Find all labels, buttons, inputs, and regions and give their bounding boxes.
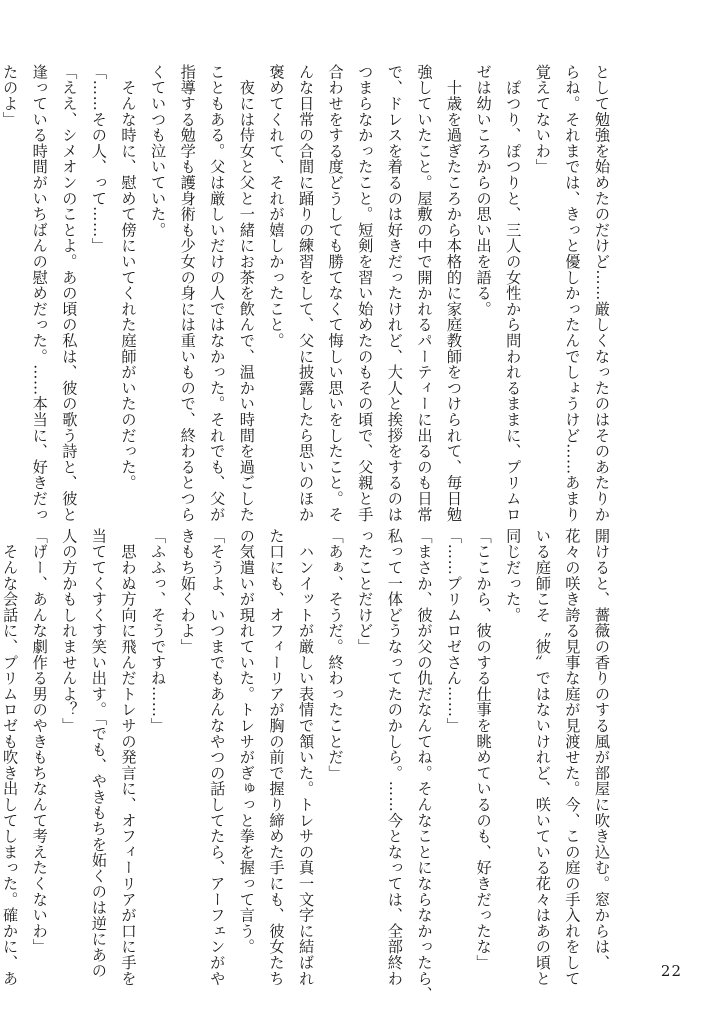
top-text-block: [0, 64, 616, 523]
text-line: 花々の咲き誇る見事な庭が見渡せた。今、この庭の手入れをして: [563, 528, 582, 987]
text-line: 私って一体どうなってたのかしら。……今となっては、全部終わ: [385, 528, 404, 987]
text-line: いる庭師こそ〝彼〟ではないけれど、咲いている花々はあの頃と: [533, 528, 552, 987]
text-line: 「……プリムロゼさん……」: [445, 528, 464, 734]
text-line: 「そうよ、いつまでもあんなやつの話してたら、アーフェンがや: [208, 528, 227, 987]
text-line: つまらなかったこと。短剣を習い始めたのもその頃で、父親と手: [356, 64, 375, 523]
text-line: こともある。父は厳しいだけの人ではなかった。それでも、父が: [208, 64, 227, 523]
text-line: 「ええ、シメオンのことよ。あの頃の私は、彼の歌う詩と、彼と: [60, 64, 79, 523]
text-line: くていつも泣いていた。: [149, 64, 168, 238]
text-line: 強していたこと。屋敷の中で開かれるパーティーに出るのも日常: [415, 64, 434, 523]
text-line: ゼは幼いころからの思い出を語る。: [474, 64, 493, 317]
text-line: そんな会話に、プリムロゼも吹き出してしまった。確かに、あ: [1, 528, 20, 987]
text-line: 指導する勉学も護身術も少女の身には重いもので、終わるとつら: [178, 64, 197, 523]
bottom-text-block: [0, 528, 616, 1002]
text-line: らね。それまでは、きっと優しかったんでしょうけど……あまり: [563, 64, 582, 523]
text-line: 褒めてくれて、それが嬉しかったこと。: [267, 64, 286, 349]
text-line: 思わぬ方向に飛んだトレサの発言に、オフィーリアが口に手を: [119, 528, 138, 987]
text-line: 同じだった。: [504, 528, 523, 623]
text-line: んな日常の合間に踊りの練習をして、父に披露したら思いのほか: [297, 64, 316, 523]
text-line: たのよ」: [1, 64, 20, 128]
text-line: 「まさか、彼が父の仇だなんてね。そんなことにならなかったら、: [415, 528, 434, 1002]
text-line: 覚えてないわ」: [533, 64, 552, 175]
text-line: た口にも、オフィーリアが胸の前で握り締めた手にも、彼女たち: [267, 528, 286, 987]
text-line: 「……その人、って……」: [89, 64, 108, 254]
text-line: で、ドレスを着るのは好きだったけれど、大人と挨拶をするのは: [385, 64, 404, 523]
text-line: 人の方かもしれませんよ？」: [60, 528, 79, 734]
text-line: 逢っている時間がいちばんの慰めだった。……本当に、好きだっ: [30, 64, 49, 523]
text-line: として勉強を始めたのだけど……厳しくなったのはそのあたりか: [593, 64, 611, 523]
text-line: 当ててくすくす笑い出す。「でも、やきもちを妬くのは逆にあの: [89, 528, 108, 979]
page-number: 22: [660, 962, 682, 980]
text-line: 「げー、あんな劇作る男のやきもちなんて考えたくないわ」: [30, 528, 49, 955]
text-line: 開けると、薔薇の香りのする風が部屋に吹き込む。窓からは、: [593, 528, 611, 971]
text-line: の気遣いが現れていた。トレサがぎゅっと拳を握って言う。: [237, 528, 256, 955]
text-line: そんな時に、慰めて傍にいてくれた庭師がいたのだった。: [119, 64, 138, 491]
text-line: ったことだけど」: [356, 528, 375, 655]
text-line: 「ここから、彼のする仕事を眺めているのも、好きだったな」: [474, 528, 493, 971]
text-line: 夜には侍女と父と一緒にお茶を飲んで、温かい時間を過ごした: [237, 64, 256, 523]
text-line: ハンイットが厳しい表情で頷いた。トレサの真一文字に結ばれ: [297, 528, 316, 987]
text-line: 「あぁ、そうだ。終わったことだ」: [326, 528, 345, 781]
text-line: きもち妬くわよ」: [178, 528, 197, 655]
text-line: 「ふふっ、そうですね……」: [149, 528, 168, 734]
text-line: 合わせをする度どうしても勝てなくて悔しい思いをしたこと。そ: [326, 64, 345, 523]
text-line: 十歳を過ぎたころから本格的に家庭教師をつけられて、毎日勉: [445, 64, 464, 523]
text-line: ぽつり、ぽつりと、三人の女性から問われるままに、プリムロ: [504, 64, 523, 523]
